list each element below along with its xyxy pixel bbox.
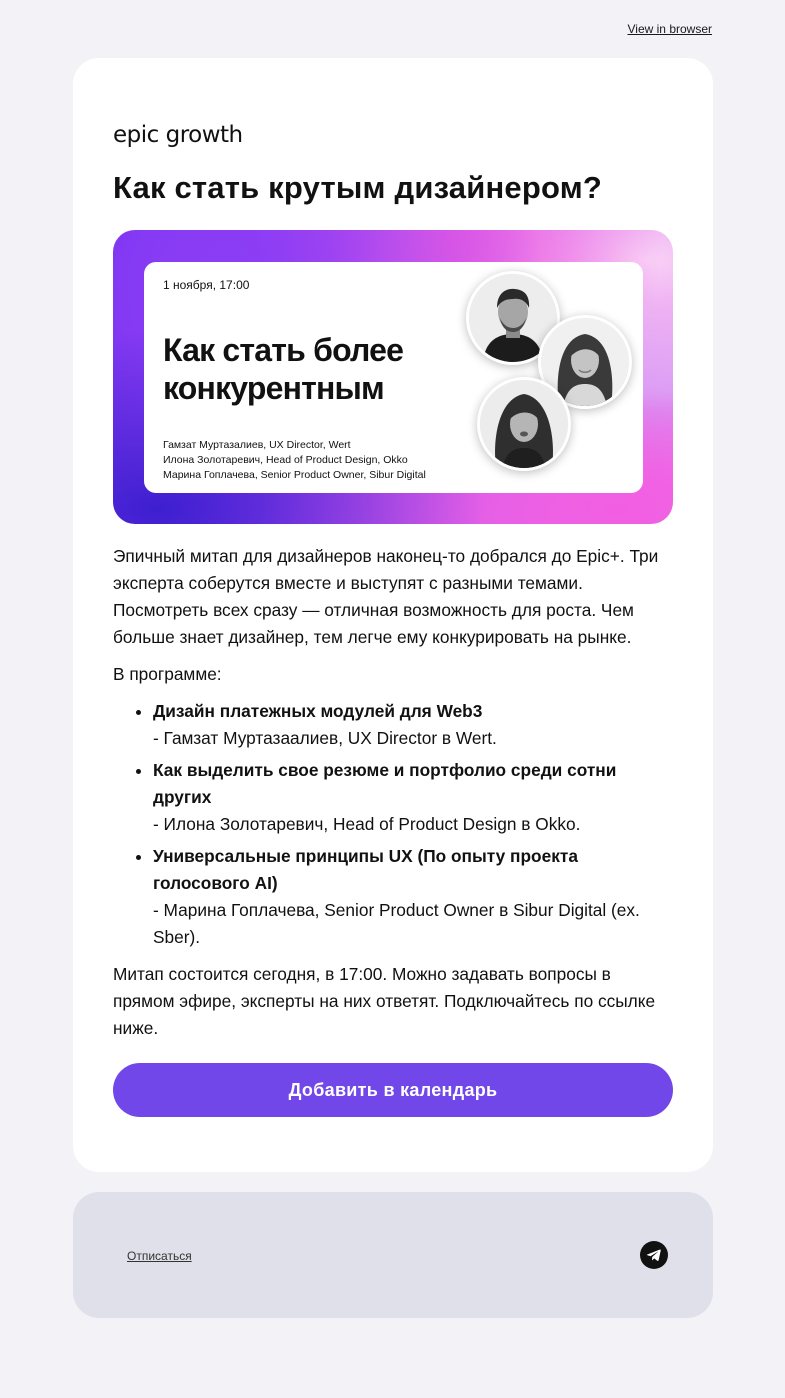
banner-speaker-2: Илона Золотаревич, Head of Product Design, Okko xyxy=(163,454,408,466)
banner-heading-line2: конкурентным xyxy=(163,370,384,406)
program-speaker: - Илона Золотаревич, Head of Product Design в Okko. xyxy=(153,814,581,834)
banner-heading-line1: Как стать более xyxy=(163,332,404,368)
program-speaker: - Гамзат Муртазаалиев, UX Director в Wert. xyxy=(153,728,497,748)
banner-speakers xyxy=(163,438,426,483)
email-footer xyxy=(73,1192,713,1318)
outro-paragraph: Митап состоится сегодня, в 17:00. Можно задавать вопросы в прямом эфире, эксперты на них ответят. Подключайтесь по ссылке ниже. xyxy=(113,964,656,1038)
email-title: Как стать крутым дизайнером? xyxy=(113,170,602,205)
unsubscribe-link[interactable]: Отписаться xyxy=(127,1249,192,1263)
banner-date: 1 ноября, 17:00 xyxy=(163,278,250,292)
program-label: В программе: xyxy=(113,664,222,684)
telegram-icon[interactable] xyxy=(640,1241,668,1269)
program-topic: Дизайн платежных модулей для Web3 xyxy=(153,701,483,721)
banner-speaker-1: Гамзат Муртазалиев, UX Director, Wert xyxy=(163,439,351,451)
email-card xyxy=(73,58,713,1172)
banner-speaker-3: Марина Гоплачева, Senior Product Owner, Sibur Digital xyxy=(163,469,426,481)
program-item xyxy=(153,698,673,752)
program-topic: Универсальные принципы UX (По опыту проекта голосового AI) xyxy=(153,846,578,893)
program-item xyxy=(153,843,673,951)
epic-growth-logo: epic growth xyxy=(113,122,243,148)
program-speaker: - Марина Гоплачева, Senior Product Owner в Sibur Digital (ex. Sber). xyxy=(153,900,640,947)
banner-heading xyxy=(163,331,403,407)
program-topic: Как выделить свое резюме и портфолио среди сотни других xyxy=(153,760,617,807)
intro-paragraph: Эпичный митап для дизайнеров наконец-то добрался до Epic+. Три эксперта соберутся вместе и выступят с разными темами. Посмотреть всех сразу — отличная возможность для роста. Чем больше знает дизайнер, тем легче ему конкурировать на рынке. xyxy=(113,546,659,647)
program-list xyxy=(113,698,673,956)
program-item xyxy=(153,757,673,838)
event-banner xyxy=(113,230,673,524)
add-to-calendar-button[interactable]: Добавить в календарь xyxy=(113,1063,673,1117)
view-in-browser-link[interactable]: View in browser xyxy=(627,22,712,36)
speaker-photo-3 xyxy=(477,377,571,471)
banner-card xyxy=(144,262,643,493)
